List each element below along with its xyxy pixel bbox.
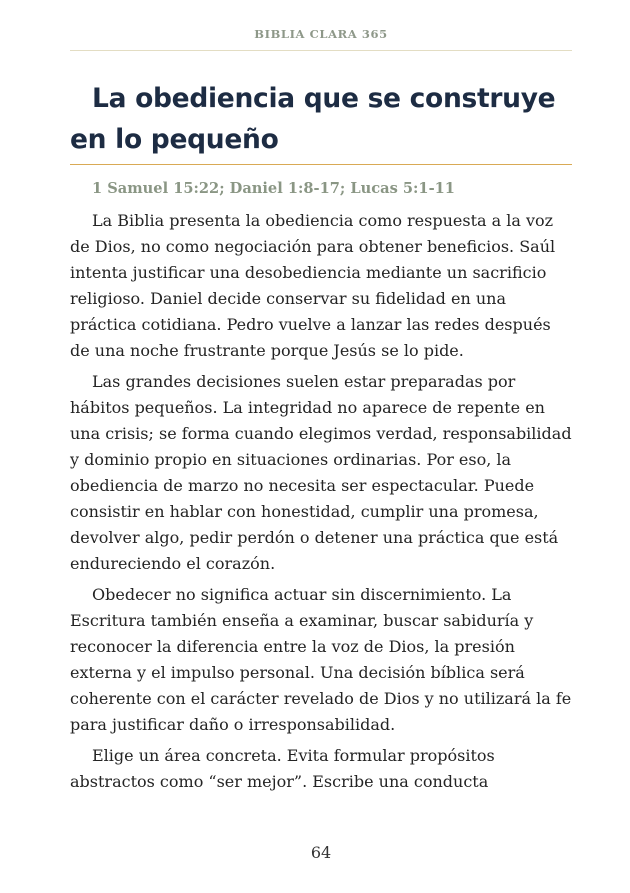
paragraph: Obedecer no significa actuar sin discernimiento. La Escritura también enseña a examinar, buscar sabiduría y reconocer la diferencia entre la voz de Dios, la presión externa y el impulso personal. Una decisión bíblica será coherente con el carácter revelado de Dios y no utilizará la fe para justificar daño o irresponsabilidad. xyxy=(70,585,572,734)
chapter-title: La obediencia que se construye en lo pequeño xyxy=(70,83,556,155)
scripture-references: 1 Samuel 15:22; Daniel 1:8-17; Lucas 5:1-11 xyxy=(92,180,455,197)
page-number: 64 xyxy=(310,843,332,862)
paragraph: Elige un área concreta. Evita formular propósitos abstractos como “ser mejor”. Escribe una conducta xyxy=(70,746,495,791)
header-divider xyxy=(70,50,572,51)
title-divider xyxy=(70,164,572,165)
running-header: BIBLIA CLARA 365 xyxy=(254,27,388,41)
body-text xyxy=(70,208,572,800)
paragraph: La Biblia presenta la obediencia como respuesta a la voz de Dios, no como negociación para obtener beneficios. Saúl intenta justificar una desobediencia mediante un sacrificio religioso. Daniel decide conservar su fidelidad en una práctica cotidiana. Pedro vuelve a lanzar las redes después de una noche frustrante porque Jesús se lo pide. xyxy=(70,211,556,360)
paragraph: Las grandes decisiones suelen estar preparadas por hábitos pequeños. La integridad no aparece de repente en una crisis; se forma cuando elegimos verdad, responsabilidad y dominio propio en situaciones ordinarias. Por eso, la obediencia de marzo no necesita ser espectacular. Puede consistir en hablar con honestidad, cumplir una promesa, devolver algo, pedir perdón o detener una práctica que está endureciendo el corazón. xyxy=(70,372,572,573)
